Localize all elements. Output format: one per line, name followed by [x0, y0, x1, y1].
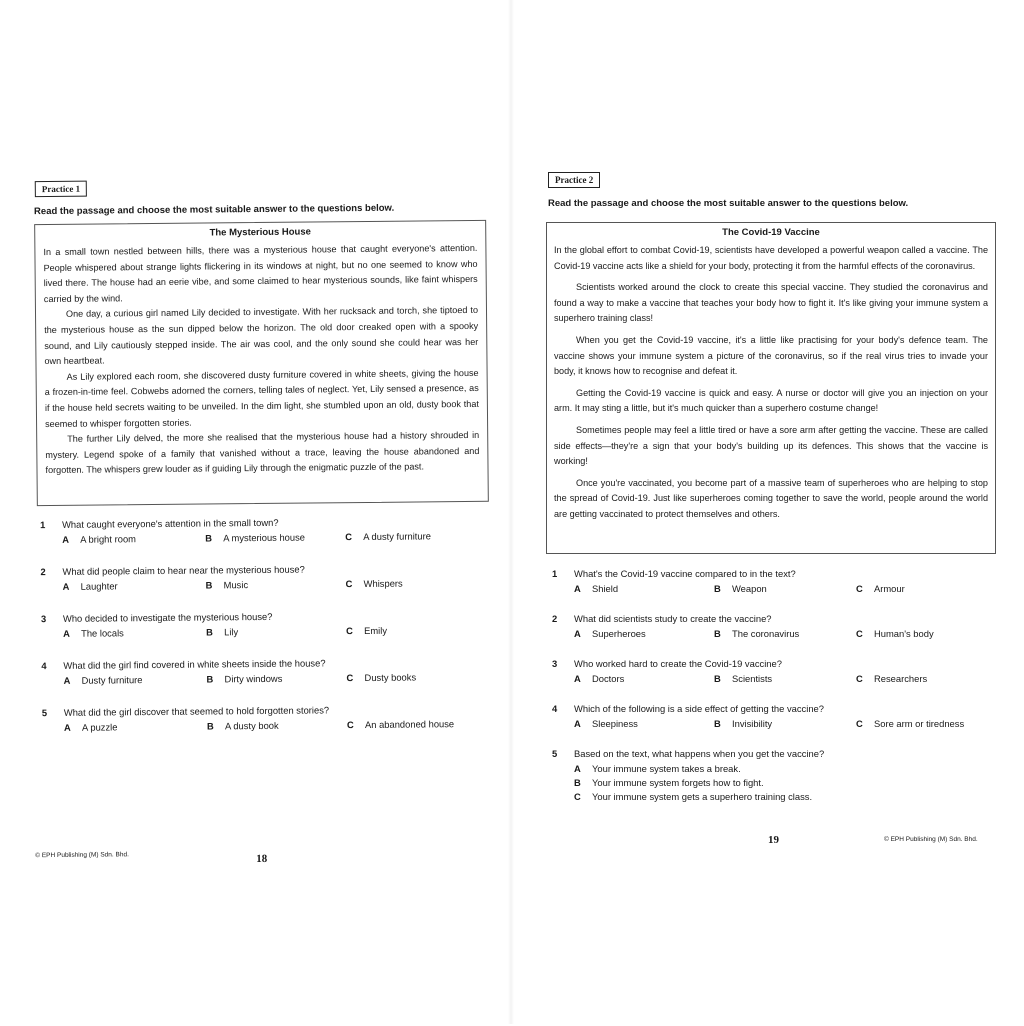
- answer-option[interactable]: [714, 583, 767, 594]
- passage-title: The Covid-19 Vaccine: [722, 227, 820, 238]
- option-letter: A: [574, 673, 581, 684]
- practice-tag: Practice 2: [548, 172, 600, 188]
- question-item: [41, 609, 481, 643]
- publisher-footer: © EPH Publishing (M) Sdn. Bhd.: [35, 851, 129, 860]
- answer-option[interactable]: [574, 763, 741, 774]
- question-number: 3: [552, 658, 558, 669]
- option-letter: C: [345, 531, 352, 543]
- option-letter: A: [62, 580, 70, 592]
- question-item: [552, 748, 992, 805]
- option-letter: C: [346, 625, 353, 637]
- option-letter: B: [574, 777, 581, 788]
- passage-paragraph: Sometimes people may feel a little tired or have a sore arm after getting the vaccine. These are called side effects—they're a sign that your body's building up its defences. This shows that the vaccine is working!: [554, 424, 988, 467]
- answer-option[interactable]: [574, 791, 812, 802]
- option-text: Invisibility: [732, 718, 773, 729]
- question-number: 3: [40, 613, 47, 625]
- passage-paragraph: As Lily explored each room, she discovered dusty furniture covered in white sheets, giving the house a frozen-in-time feel. Cobwebs adorned the corners, telling tales of neglect. Yet, Lily sensed a presence, as if the house held secrets waiting to be unveiled. In the dim light, she stumbled upon an old, dusty book that seemed to whisper forgotten stories.: [44, 367, 479, 429]
- question-item: [552, 703, 992, 733]
- question-number: 2: [552, 613, 558, 624]
- instruction: Read the passage and choose the most suitable answer to the questions below.: [548, 198, 909, 209]
- question-text: Based on the text, what happens when you get the vaccine?: [574, 748, 825, 759]
- option-text: Armour: [874, 583, 905, 594]
- answer-option[interactable]: [574, 777, 764, 788]
- page-number: 18: [256, 852, 268, 866]
- option-letter: C: [856, 718, 863, 729]
- answer-option[interactable]: [63, 627, 124, 639]
- answer-option[interactable]: [714, 718, 772, 729]
- passage-paragraph: Once you're vaccinated, you become part of a massive team of superheroes who are helping to stop the spread of Covid-19. Just like superheroes coming together to save the world, people around the world are getting vaccinated to protect themselves and others.: [554, 477, 988, 519]
- publisher-footer: © EPH Publishing (M) Sdn. Bhd.: [884, 836, 978, 843]
- question-item: [552, 658, 992, 688]
- option-letter: B: [206, 720, 214, 732]
- option-text: Your immune system forgets how to fight.: [592, 777, 764, 788]
- option-text: Whispers: [363, 577, 403, 590]
- option-letter: A: [62, 533, 70, 545]
- option-letter: A: [63, 627, 70, 639]
- answer-option[interactable]: [206, 673, 282, 685]
- option-text: A dusty book: [224, 719, 279, 732]
- answer-option[interactable]: [63, 580, 118, 592]
- question-number: 1: [552, 568, 558, 579]
- practice-tag: Practice 1: [35, 181, 87, 198]
- question-text: Who worked hard to create the Covid-19 vaccine?: [574, 658, 782, 669]
- option-text: Human's body: [874, 628, 934, 639]
- page-number: 19: [768, 834, 779, 846]
- answer-option[interactable]: [62, 533, 136, 545]
- option-text: Lily: [224, 626, 239, 638]
- question-text: What did the girl find covered in white sheets inside the house?: [63, 657, 326, 671]
- option-text: Weapon: [732, 583, 767, 594]
- option-letter: B: [714, 628, 721, 639]
- option-letter: A: [63, 674, 71, 686]
- answer-option[interactable]: [856, 718, 964, 729]
- answer-option[interactable]: [714, 628, 799, 639]
- option-letter: B: [714, 673, 721, 684]
- option-text: Laughter: [80, 580, 118, 592]
- option-text: Doctors: [592, 673, 625, 684]
- question-number: 4: [41, 660, 47, 672]
- passage-paragraph: In a small town nestled between hills, there was a mysterious house that caught everyone's attention. People whispered about strange lights flickering in its windows at night, but no one seemed to know who lived there. The house had an eerie vibe, and some claimed to hear mysterious sounds, like faint whispers carried by the wind.: [43, 242, 478, 304]
- question-number: 5: [41, 707, 48, 719]
- question-item: [40, 562, 480, 596]
- option-letter: B: [714, 718, 721, 729]
- option-text: A mysterious house: [223, 531, 306, 544]
- option-text: Sore arm or tiredness: [874, 718, 965, 729]
- option-text: Superheroes: [592, 628, 646, 639]
- question-number: 4: [552, 703, 558, 714]
- instruction: Read the passage and choose the most suitable answer to the questions below.: [33, 202, 395, 218]
- question-item: [40, 515, 480, 549]
- option-text: Sleepiness: [592, 718, 638, 729]
- answer-option[interactable]: [206, 626, 238, 637]
- question-text: What did scientists study to create the vaccine?: [574, 613, 772, 624]
- option-text: An abandoned house: [364, 718, 455, 731]
- option-letter: C: [574, 791, 581, 802]
- answer-option[interactable]: [205, 532, 305, 544]
- option-letter: A: [63, 721, 71, 733]
- answer-option[interactable]: [345, 530, 431, 542]
- option-text: Your immune system takes a break.: [592, 763, 741, 774]
- option-text: A puzzle: [81, 721, 118, 733]
- passage-paragraph: The further Lily delved, the more she realised that the mysterious house had a history shrouded in mystery. Legend spoke of a family that vanished without a trace, leaving the house abandoned and forgotten. The whispers grew louder as if guiding Lily through the enigmatic puzzle of the past.: [45, 430, 480, 476]
- option-letter: C: [345, 578, 353, 590]
- question-item: [41, 656, 481, 690]
- question-text: What's the Covid-19 vaccine compared to in the text?: [574, 568, 796, 579]
- option-letter: A: [574, 718, 581, 729]
- option-text: Dusty furniture: [81, 674, 143, 686]
- answer-option[interactable]: [714, 673, 772, 684]
- option-text: Dirty windows: [224, 672, 283, 685]
- option-letter: C: [856, 628, 863, 639]
- answer-option[interactable]: [574, 628, 646, 639]
- question-item: [552, 613, 992, 643]
- option-letter: B: [205, 532, 213, 544]
- left-page: [0, 0, 510, 1024]
- option-letter: C: [346, 672, 354, 684]
- option-letter: B: [205, 579, 213, 591]
- option-text: The locals: [81, 627, 124, 639]
- answer-option[interactable]: [346, 578, 403, 590]
- option-text: Music: [223, 579, 249, 591]
- option-text: A dusty furniture: [363, 530, 431, 543]
- passage-paragraph: When you get the Covid-19 vaccine, it's a little like practising for your body's defence team. The vaccine shows your immune system a picture of the coronavirus, so if the real virus tries to invade your body, it knows how to recognise and defeat it.: [554, 334, 988, 377]
- option-letter: A: [574, 583, 581, 594]
- option-letter: B: [206, 626, 213, 638]
- passage-paragraph: One day, a curious girl named Lily decided to investigate. With her rucksack and torch, she tiptoed to the mysterious house as the sun dipped below the horizon. The old door creaked open with a spooky sound, and Lily cautiously stepped inside. The air was cool, and the only sound she could hear was her own heartbeat.: [44, 305, 479, 367]
- answer-option[interactable]: [64, 721, 118, 733]
- option-letter: A: [574, 628, 581, 639]
- question-number: 1: [39, 519, 46, 531]
- option-letter: A: [574, 763, 581, 774]
- passage-paragraph: Getting the Covid-19 vaccine is quick and easy. A nurse or doctor will give you an injection on your arm. It may sting a little, but it's much quicker than a superhero costume change!: [554, 387, 988, 414]
- option-letter: B: [206, 673, 214, 685]
- answer-option[interactable]: [856, 583, 905, 594]
- question-number: 2: [40, 566, 46, 578]
- option-text: Your immune system gets a superhero training class.: [592, 791, 813, 802]
- question-number: 5: [552, 748, 558, 759]
- option-letter: B: [714, 583, 721, 594]
- option-text: The coronavirus: [732, 628, 800, 639]
- answer-option[interactable]: [346, 625, 387, 636]
- answer-option[interactable]: [574, 583, 618, 594]
- passage-box: [34, 220, 489, 506]
- passage-paragraph: Scientists worked around the clock to create this special vaccine. They studied the coronavirus and found a way to make a vaccine that teaches your body how to fight it. It's like giving your immune system a superhero training class!: [554, 282, 988, 324]
- option-text: Scientists: [732, 673, 773, 684]
- answer-option[interactable]: [63, 674, 142, 686]
- option-text: Emily: [364, 624, 388, 637]
- passage-title: The Mysterious House: [209, 226, 311, 239]
- answer-option[interactable]: [207, 720, 279, 732]
- question-item: [552, 568, 992, 598]
- option-text: Shield: [592, 583, 619, 594]
- answer-option[interactable]: [574, 673, 624, 684]
- question-text: What did the girl discover that seemed to hold forgotten stories?: [63, 704, 330, 718]
- passage-paragraph: In the global effort to combat Covid-19, scientists have developed a powerful weapon called a vaccine. The Covid-19 vaccine acts like a shield for your body, protecting it from the harmful effects of the coronavirus.: [554, 245, 988, 271]
- option-letter: C: [856, 673, 863, 684]
- answer-option[interactable]: [206, 579, 249, 590]
- question-item: [42, 703, 482, 737]
- answer-option[interactable]: [346, 672, 416, 684]
- answer-option[interactable]: [347, 718, 454, 730]
- question-text: Who decided to investigate the mysterious house?: [62, 610, 273, 624]
- right-page: [512, 0, 1024, 1024]
- question-text: What did people claim to hear near the mysterious house?: [62, 563, 305, 577]
- option-text: Researchers: [874, 673, 928, 684]
- question-text: Which of the following is a side effect of getting the vaccine?: [574, 703, 824, 714]
- option-letter: C: [856, 583, 863, 594]
- answer-option[interactable]: [574, 718, 638, 729]
- option-letter: C: [346, 719, 354, 731]
- passage-box: [546, 222, 996, 554]
- question-text: What caught everyone's attention in the small town?: [61, 516, 279, 530]
- answer-option[interactable]: [856, 628, 934, 639]
- option-text: A bright room: [80, 533, 136, 545]
- answer-option[interactable]: [856, 673, 927, 684]
- option-text: Dusty books: [364, 671, 417, 684]
